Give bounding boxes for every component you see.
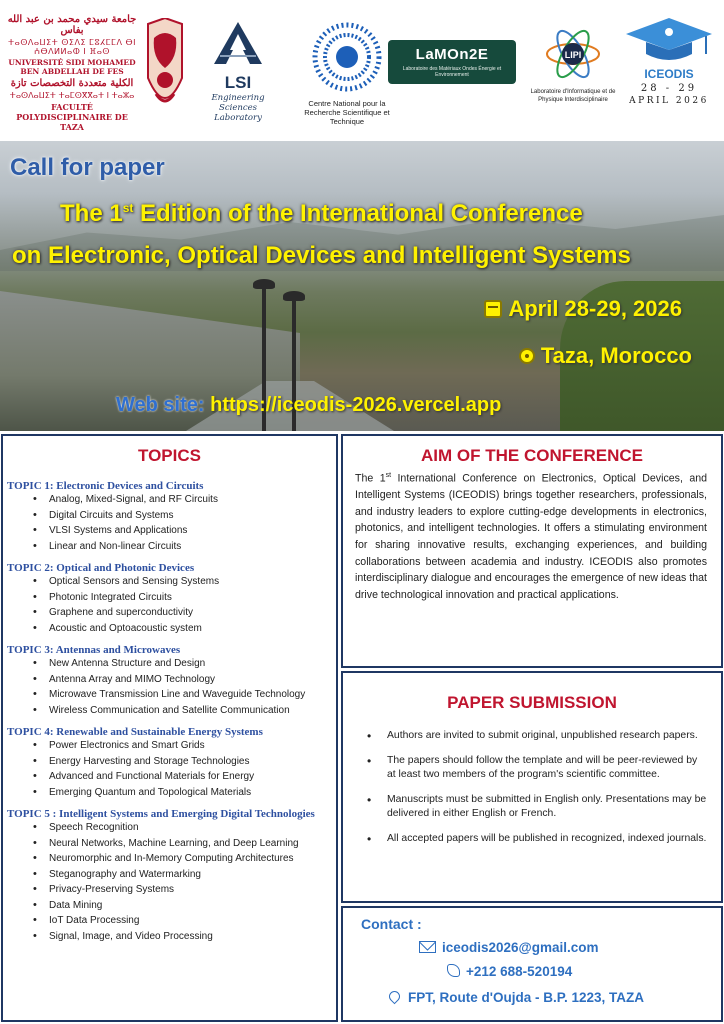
topic-list	[33, 574, 336, 636]
cnrst-sun-icon	[312, 22, 382, 92]
topic-item: • Wireless Communication and Satellite Communication	[33, 703, 336, 719]
topic-item: • Steganography and Watermarking	[33, 867, 336, 883]
hero-banner	[0, 141, 724, 431]
topic-item: • Microwave Transmission Line and Waveguide Technology	[33, 687, 336, 703]
iceodis-logo-month: APRIL 2026	[629, 96, 709, 106]
topic-item: • Privacy-Preserving Systems	[33, 882, 336, 898]
submission-panel	[341, 671, 723, 903]
aim-text	[343, 466, 721, 603]
aim-heading: AIM OF THE CONFERENCE	[421, 446, 643, 465]
topic-group	[3, 562, 336, 636]
university-name-arabic: جامعة سيدي محمد بن عبد الله بفاس	[7, 14, 137, 36]
iceodis-logo-days: 28 - 29	[640, 83, 698, 94]
aim-panel	[341, 434, 723, 668]
conference-title-line1	[60, 200, 583, 228]
envelope-icon	[419, 941, 436, 953]
lsi-mark-icon	[210, 20, 266, 66]
topic-item: • Neuromorphic and In-Memory Computing Architectures	[33, 851, 336, 867]
topic-title: TOPIC 3: Antennas and Microwaves	[7, 644, 181, 656]
topic-item: • Graphene and superconductivity	[33, 605, 336, 621]
iceodis-logo	[617, 14, 721, 124]
lipi-atom-icon	[543, 26, 603, 82]
faculty-name-arabic: الكلية متعددة التخصصات تازة	[10, 78, 134, 89]
topic-item: • Emerging Quantum and Topological Materials	[33, 785, 336, 801]
topic-title: TOPIC 2: Optical and Photonic Devices	[7, 562, 195, 574]
topics-heading: TOPICS	[138, 446, 201, 465]
conference-date-text: April 28-29, 2026	[508, 296, 682, 321]
topic-title: TOPIC 1: Electronic Devices and Circuits	[7, 480, 204, 492]
submission-heading: PAPER SUBMISSION	[447, 693, 617, 712]
topic-item: • Photonic Integrated Circuits	[33, 590, 336, 606]
title-prefix: The 1	[60, 200, 123, 227]
topic-item: • Energy Harvesting and Storage Technologies	[33, 754, 336, 770]
topic-item: • Speech Recognition	[33, 820, 336, 836]
aim-text-body: International Conference on Electronics, Optical Devices, and Intelligent Systems (ICEODIS) brings together researchers, professionals, and industry leaders to explore cutting-edge developments in electronics, photonics, and intelligent technologies. It offers a stimulating environment for sharing innovative results, exchanging experiences, and building collaborations between academia and industry. ICEODIS also promotes interdisciplinary dialogue and encourages the emergence of new ideas that drive technological innovation and practical applications.	[355, 472, 708, 601]
topic-item: • Linear and Non-linear Circuits	[33, 539, 336, 555]
submission-item: • The papers should follow the template and will be peer-reviewed by at least two members of the program's scientific committee.	[365, 754, 707, 783]
contact-address	[389, 990, 644, 1005]
topic-list	[33, 738, 336, 800]
contact-email	[419, 940, 598, 955]
contact-panel	[341, 906, 723, 1022]
conference-place	[519, 343, 692, 369]
aim-text-ordinal: st	[385, 472, 392, 479]
lipi-mark-text: LIPI	[564, 50, 582, 60]
faculty-name-french: FACULTÉ POLYDISCIPLINAIRE DE TAZA	[16, 102, 128, 132]
conference-title-line2: on Electronic, Optical Devices and Intelligent Systems	[12, 242, 631, 269]
submission-item: • Authors are invited to submit original, unpublished research papers.	[365, 729, 707, 744]
faculty-name-tifinagh: ⵜⴰⵙⴷⴰⵡⵉⵜ ⵜⴰⵎⵙⴳⴳⴰⵜ ⵏ ⵜⴰⵣⴰ	[9, 91, 135, 100]
topic-item: • VLSI Systems and Applications	[33, 523, 336, 539]
submission-list	[365, 729, 707, 846]
map-pin-icon	[387, 989, 403, 1005]
topic-title: TOPIC 4: Renewable and Sustainable Energy Systems	[7, 726, 263, 738]
title-suffix: Edition of the International Conference	[133, 200, 583, 227]
topic-item: • Acoustic and Optoacoustic system	[33, 621, 336, 637]
topic-group	[3, 480, 336, 554]
topic-item: • IoT Data Processing	[33, 913, 336, 929]
lsi-title: LSI	[224, 73, 252, 92]
topic-group	[3, 726, 336, 800]
phone-icon	[447, 964, 460, 977]
contact-address-text: FPT, Route d'Oujda - B.P. 1223, TAZA	[408, 990, 644, 1005]
topic-item: • Optical Sensors and Sensing Systems	[33, 574, 336, 590]
lamon-subtitle: Laboratoire des Matériaux Ondes Énergie et Environnement	[402, 66, 502, 78]
topic-item: • Data Mining	[33, 898, 336, 914]
graduation-cap-icon	[624, 14, 714, 64]
conference-place-text: Taza, Morocco	[540, 343, 692, 368]
location-icon	[519, 348, 535, 364]
lamon-logo	[388, 40, 516, 84]
topic-group	[3, 808, 336, 944]
topic-list	[33, 656, 336, 718]
logo-strip	[0, 0, 724, 140]
website-label: Web site:	[116, 394, 205, 416]
submission-item: • All accepted papers will be published in recognized, indexed journals.	[365, 832, 707, 847]
cnrst-logo	[292, 22, 402, 126]
topics-panel	[1, 434, 338, 1022]
topic-item: • Analog, Mixed-Signal, and RF Circuits	[33, 492, 336, 508]
website-link[interactable]: https://iceodis-2026.vercel.app	[210, 394, 502, 416]
call-for-paper: Call for paper	[10, 154, 165, 181]
university-logo-text	[4, 14, 140, 132]
lsi-logo	[198, 20, 278, 123]
topic-title: TOPIC 5 : Intelligent Systems and Emerging Digital Technologies	[7, 808, 315, 820]
lipi-subtitle: Laboratoire d'Informatique et de Physique Interdisciplinaire	[530, 89, 616, 103]
topic-item: • Signal, Image, and Video Processing	[33, 929, 336, 945]
topic-item: • Advanced and Functional Materials for Energy	[33, 769, 336, 785]
university-name-french: UNIVERSITÉ SIDI MOHAMED BEN ABDELLAH DE FES	[8, 58, 136, 76]
conference-date	[484, 296, 682, 322]
topic-item: • Neural Networks, Machine Learning, and Deep Learning	[33, 836, 336, 852]
contact-email-link[interactable]: iceodis2026@gmail.com	[442, 940, 599, 955]
title-ordinal: st	[122, 201, 134, 215]
topic-item: • New Antenna Structure and Design	[33, 656, 336, 672]
topic-list	[33, 492, 336, 554]
topic-list	[33, 820, 336, 944]
submission-item: • Manuscripts must be submitted in English only. Presentations may be delivered in either English or French.	[365, 793, 707, 822]
aim-text-prefix: The 1	[355, 472, 386, 485]
calendar-icon	[484, 300, 502, 318]
iceodis-logo-title: ICEODIS	[644, 67, 694, 81]
lipi-logo	[528, 26, 618, 126]
topic-group	[3, 644, 336, 718]
cnrst-subtitle: Centre National pour la Recherche Scientifique et Technique	[304, 99, 390, 126]
website-line	[116, 394, 501, 417]
topic-item: • Digital Circuits and Systems	[33, 508, 336, 524]
university-name-tifinagh: ⵜⴰⵙⴷⴰⵡⵉⵜ ⵙⵉⴷⵉ ⵎⵓⵃⵎⵎⴷ ⴱⵏ ⵄⴱⴷⵍⵍⴰⵀ ⵏ ⴼⴰⵙ	[8, 38, 136, 56]
university-crest-icon	[140, 18, 190, 122]
contact-heading: Contact :	[361, 916, 422, 932]
lamon-title: LaMOn2E	[415, 46, 489, 63]
contact-phone-text: +212 688-520194	[466, 964, 573, 979]
topic-item: • Antenna Array and MIMO Technology	[33, 672, 336, 688]
lsi-subtitle: Engineering Sciences Laboratory	[211, 93, 265, 123]
topic-item: • Power Electronics and Smart Grids	[33, 738, 336, 754]
topic-groups	[3, 480, 336, 944]
contact-phone	[447, 964, 572, 979]
